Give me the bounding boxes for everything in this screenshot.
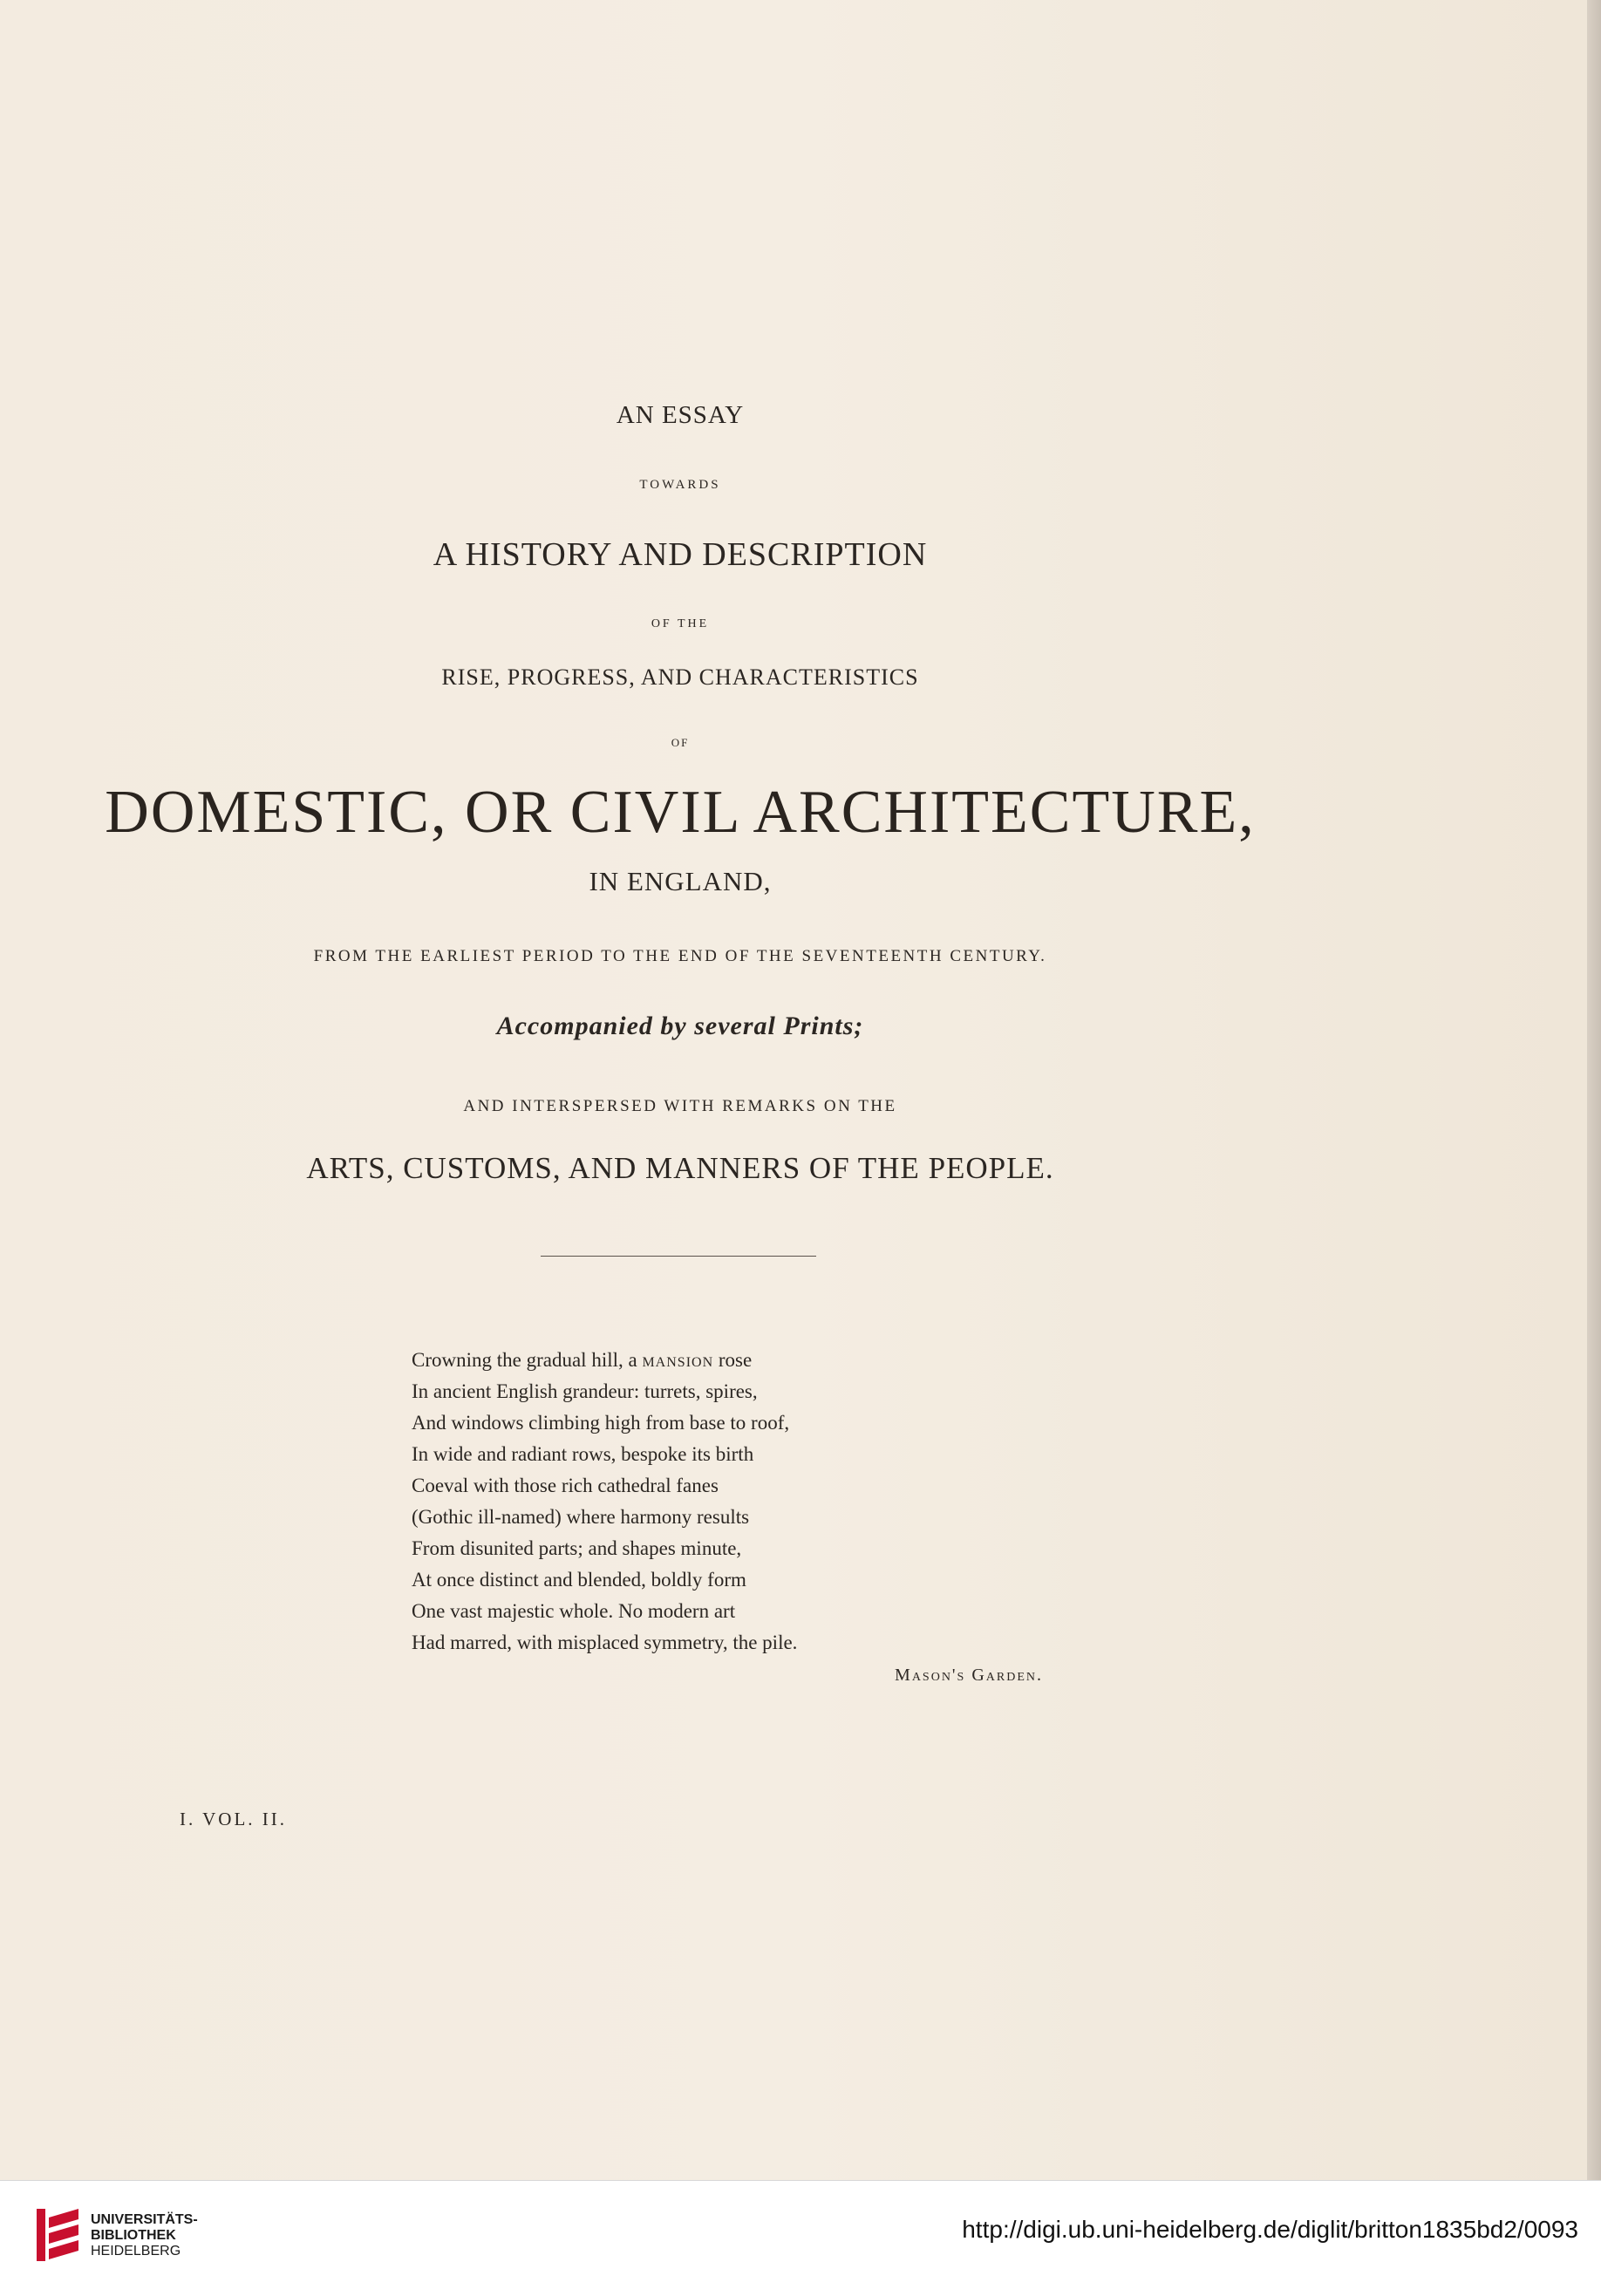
poem-line: In wide and radiant rows, bespoke its birth (412, 1443, 754, 1465)
poem-line: In ancient English grandeur: turrets, spires, (412, 1380, 758, 1402)
library-name-line: BIBLIOTHEK (91, 2228, 176, 2243)
divider-rule (541, 1256, 816, 1257)
footer-bar (0, 2180, 1601, 2296)
volume-signature: I. VOL. II. (180, 1809, 288, 1829)
epigraph-poem (412, 1345, 1074, 1659)
library-name (91, 2212, 198, 2259)
poem-small-caps-word: mansion (642, 1349, 714, 1371)
title-an-essay: AN ESSAY (616, 401, 745, 429)
title-interspersed: AND INTERSPERSED WITH REMARKS ON THE (463, 1097, 897, 1115)
library-name-line: HEIDELBERG (91, 2244, 181, 2259)
poem-line: At once distinct and blended, boldly form (412, 1569, 746, 1591)
poem-line: And windows climbing high from base to roof, (412, 1412, 790, 1434)
poem-line: Had marred, with misplaced symmetry, the pile. (412, 1632, 798, 1653)
poem-line-text: rose (713, 1349, 753, 1371)
title-history-description: A HISTORY AND DESCRIPTION (433, 536, 928, 573)
logo-stroke-top (49, 2209, 78, 2228)
poem-line: (Gothic ill-named) where harmony results (412, 1506, 750, 1528)
library-name-line: UNIVERSITÄTS- (91, 2212, 198, 2227)
title-domestic-architecture: DOMESTIC, OR CIVIL ARCHITECTURE, (105, 779, 1256, 846)
logo-bar (37, 2209, 45, 2261)
poem-line (412, 1345, 1074, 1376)
poem-line: One vast majestic whole. No modern art (412, 1600, 736, 1622)
title-in-england: IN ENGLAND, (589, 866, 772, 896)
poem-attribution: Mason's Garden. (895, 1666, 1043, 1685)
permalink-url[interactable]: http://digi.ub.uni-heidelberg.de/diglit/britton1835bd2/0093 (962, 2216, 1578, 2243)
title-of: OF (671, 736, 690, 749)
library-logo-icon (35, 2205, 82, 2265)
title-towards: TOWARDS (639, 478, 721, 492)
title-accompanied-prints: Accompanied by several Prints; (496, 1012, 864, 1040)
title-of-the: OF THE (651, 617, 710, 630)
title-period: FROM THE EARLIEST PERIOD TO THE END OF THE SEVENTEENTH CENTURY. (313, 947, 1047, 965)
title-arts-customs: ARTS, CUSTOMS, AND MANNERS OF THE PEOPLE. (306, 1151, 1054, 1185)
poem-line-text: Crowning the gradual hill, a (412, 1349, 643, 1371)
poem-line: Coeval with those rich cathedral fanes (412, 1475, 719, 1496)
logo-stroke-bottom (49, 2240, 78, 2259)
title-rise-progress: RISE, PROGRESS, AND CHARACTERISTICS (441, 664, 919, 690)
page-edge-shadow (1587, 0, 1601, 2180)
poem-line: From disunited parts; and shapes minute, (412, 1537, 742, 1559)
logo-stroke-middle (49, 2224, 78, 2244)
